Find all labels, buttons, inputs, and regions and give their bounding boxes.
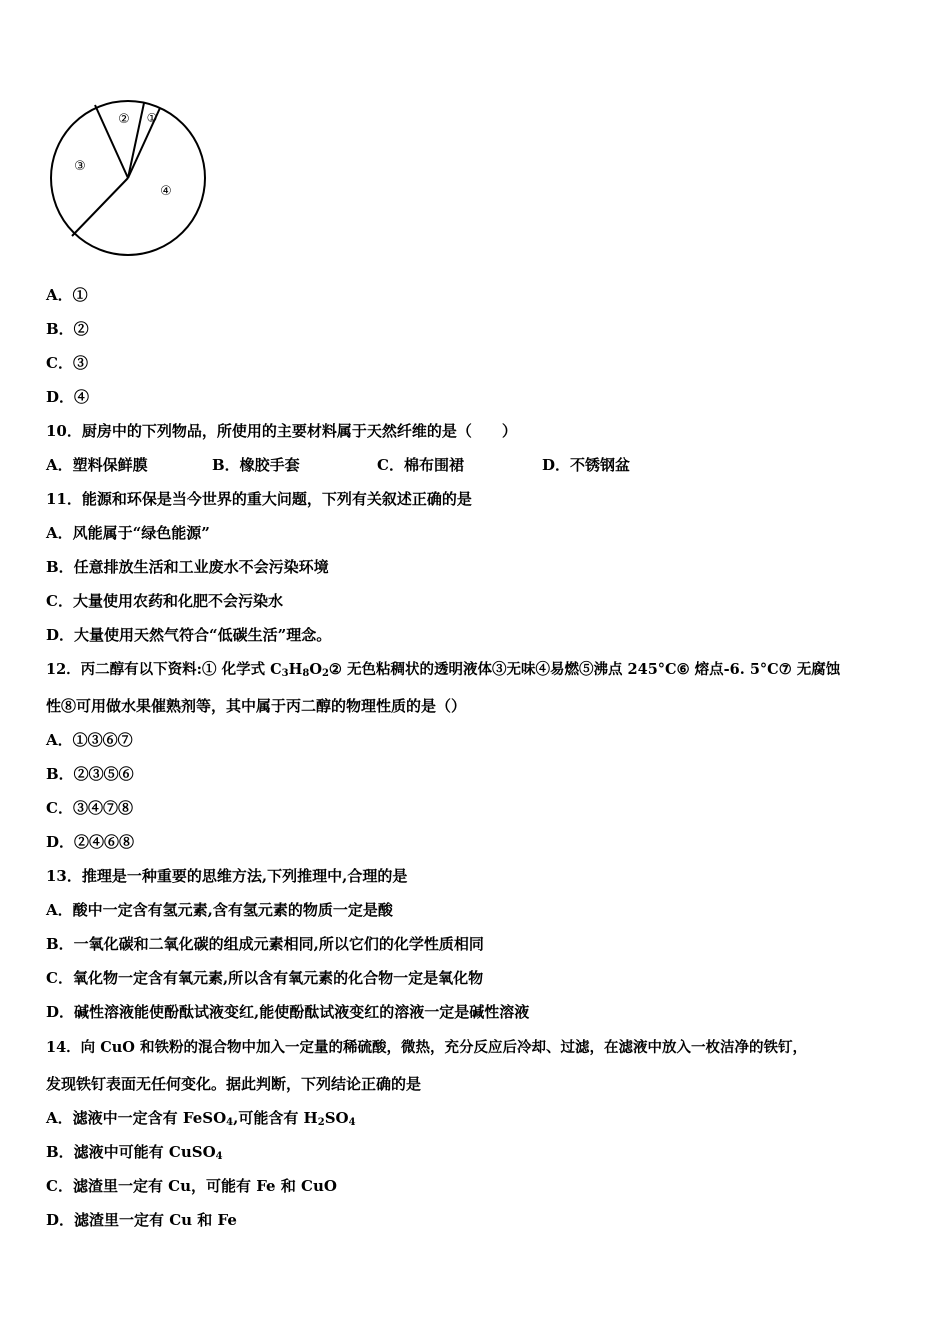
q13-option-b: B．一氧化碳和二氧化碳的组成元素相同,所以它们的化学性质相同 — [46, 935, 484, 953]
q10-option-a: A．塑料保鲜膜 — [46, 456, 148, 474]
q11-stem: 11．能源和环保是当今世界的重大问题，下列有关叙述正确的是 — [46, 490, 472, 508]
pie-label-1: ① — [146, 111, 158, 125]
q12-o: O — [309, 661, 322, 678]
q12-stem-part2: ② 无色粘稠状的透明液体③无味④易燃⑤沸点 245°C⑥ 熔点-6. 5°C⑦ 无腐蚀 — [328, 661, 841, 678]
q12-option-d: D．②④⑥⑧ — [46, 833, 135, 851]
q14-option-b — [46, 1142, 223, 1162]
q13-option-d: D．碱性溶液能使酚酞试液变红,能使酚酞试液变红的溶液一定是碱性溶液 — [46, 1003, 530, 1021]
q14-option-b-sub1: 4 — [215, 1151, 223, 1162]
q14-stem-line2: 发现铁钉表面无任何变化。据此判断，下列结论正确的是 — [46, 1075, 422, 1093]
q14-option-a-sub3: 4 — [348, 1117, 356, 1128]
q12-stem-part1: 12．丙二醇有以下资料:① 化学式 C — [46, 661, 282, 678]
pie-figure — [44, 98, 210, 260]
pie-divider-4 — [72, 178, 128, 236]
q13-option-a: A．酸中一定含有氢元素,含有氢元素的物质一定是酸 — [46, 901, 393, 919]
q12-option-b: B．②③⑤⑥ — [46, 765, 134, 783]
q12-option-c: C．③④⑦⑧ — [46, 799, 133, 817]
q14-stem-line1: 14．向 CuO 和铁粉的混合物中加入一定量的稀硫酸，微热，充分反应后冷却、过滤，在滤液中放入一枚洁净的铁钉， — [46, 1039, 807, 1056]
q12-stem-line1 — [46, 660, 840, 680]
q14-option-a-part3: SO — [324, 1109, 349, 1127]
q13-option-c: C．氧化物一定含有氧元素,所以含有氧元素的化合物一定是氧化物 — [46, 969, 484, 987]
pie-label-3: ③ — [74, 159, 86, 174]
q12-h: H — [288, 661, 303, 678]
q14-option-a-part1: A．滤液中一定含有 FeSO — [46, 1109, 227, 1127]
q12-option-a: A．①③⑥⑦ — [46, 731, 133, 749]
q12-sub-8: 8 — [302, 668, 310, 679]
q14-option-a-sub1: 4 — [226, 1117, 234, 1128]
pie-divider-2 — [128, 103, 144, 178]
q11-option-d: D．大量使用天然气符合“低碳生活”理念。 — [46, 626, 332, 644]
q9-option-d: D．④ — [46, 388, 90, 406]
q9-option-c: C．③ — [46, 354, 88, 372]
q9-option-a: A．① — [46, 286, 88, 304]
q11-option-c: C．大量使用农药和化肥不会污染水 — [46, 592, 283, 610]
pie-label-4: ④ — [160, 184, 172, 199]
q14-option-a-sub2: 2 — [317, 1117, 325, 1128]
q14-option-a-part2: ,可能含有 H — [233, 1109, 318, 1127]
q14-option-c: C．滤渣里一定有 Cu，可能有 Fe 和 CuO — [46, 1177, 337, 1195]
q10-stem: 10．厨房中的下列物品，所使用的主要材料属于天然纤维的是（ ） — [46, 422, 517, 440]
q10-option-c: C．棉布围裙 — [377, 456, 464, 474]
q14-option-a — [46, 1108, 356, 1128]
q13-stem: 13．推理是一种重要的思维方法,下列推理中,合理的是 — [46, 867, 408, 885]
q12-sub-2: 2 — [321, 668, 329, 679]
q14-option-b-part1: B．滤液中可能有 CuSO — [46, 1143, 216, 1161]
q12-stem-line2: 性⑧可用做水果催熟剂等，其中属于丙二醇的物理性质的是（） — [46, 697, 467, 715]
q11-option-b: B．任意排放生活和工业废水不会污染环境 — [46, 558, 329, 576]
q9-option-b: B．② — [46, 320, 89, 338]
pie-label-2: ② — [118, 112, 130, 127]
q12-sub-3: 3 — [281, 668, 289, 679]
q10-option-d: D．不锈钢盆 — [542, 456, 631, 474]
q14-option-d: D．滤渣里一定有 Cu 和 Fe — [46, 1211, 237, 1229]
q10-option-b: B．橡胶手套 — [212, 456, 300, 474]
q11-option-a: A．风能属于“绿色能源” — [46, 524, 210, 542]
